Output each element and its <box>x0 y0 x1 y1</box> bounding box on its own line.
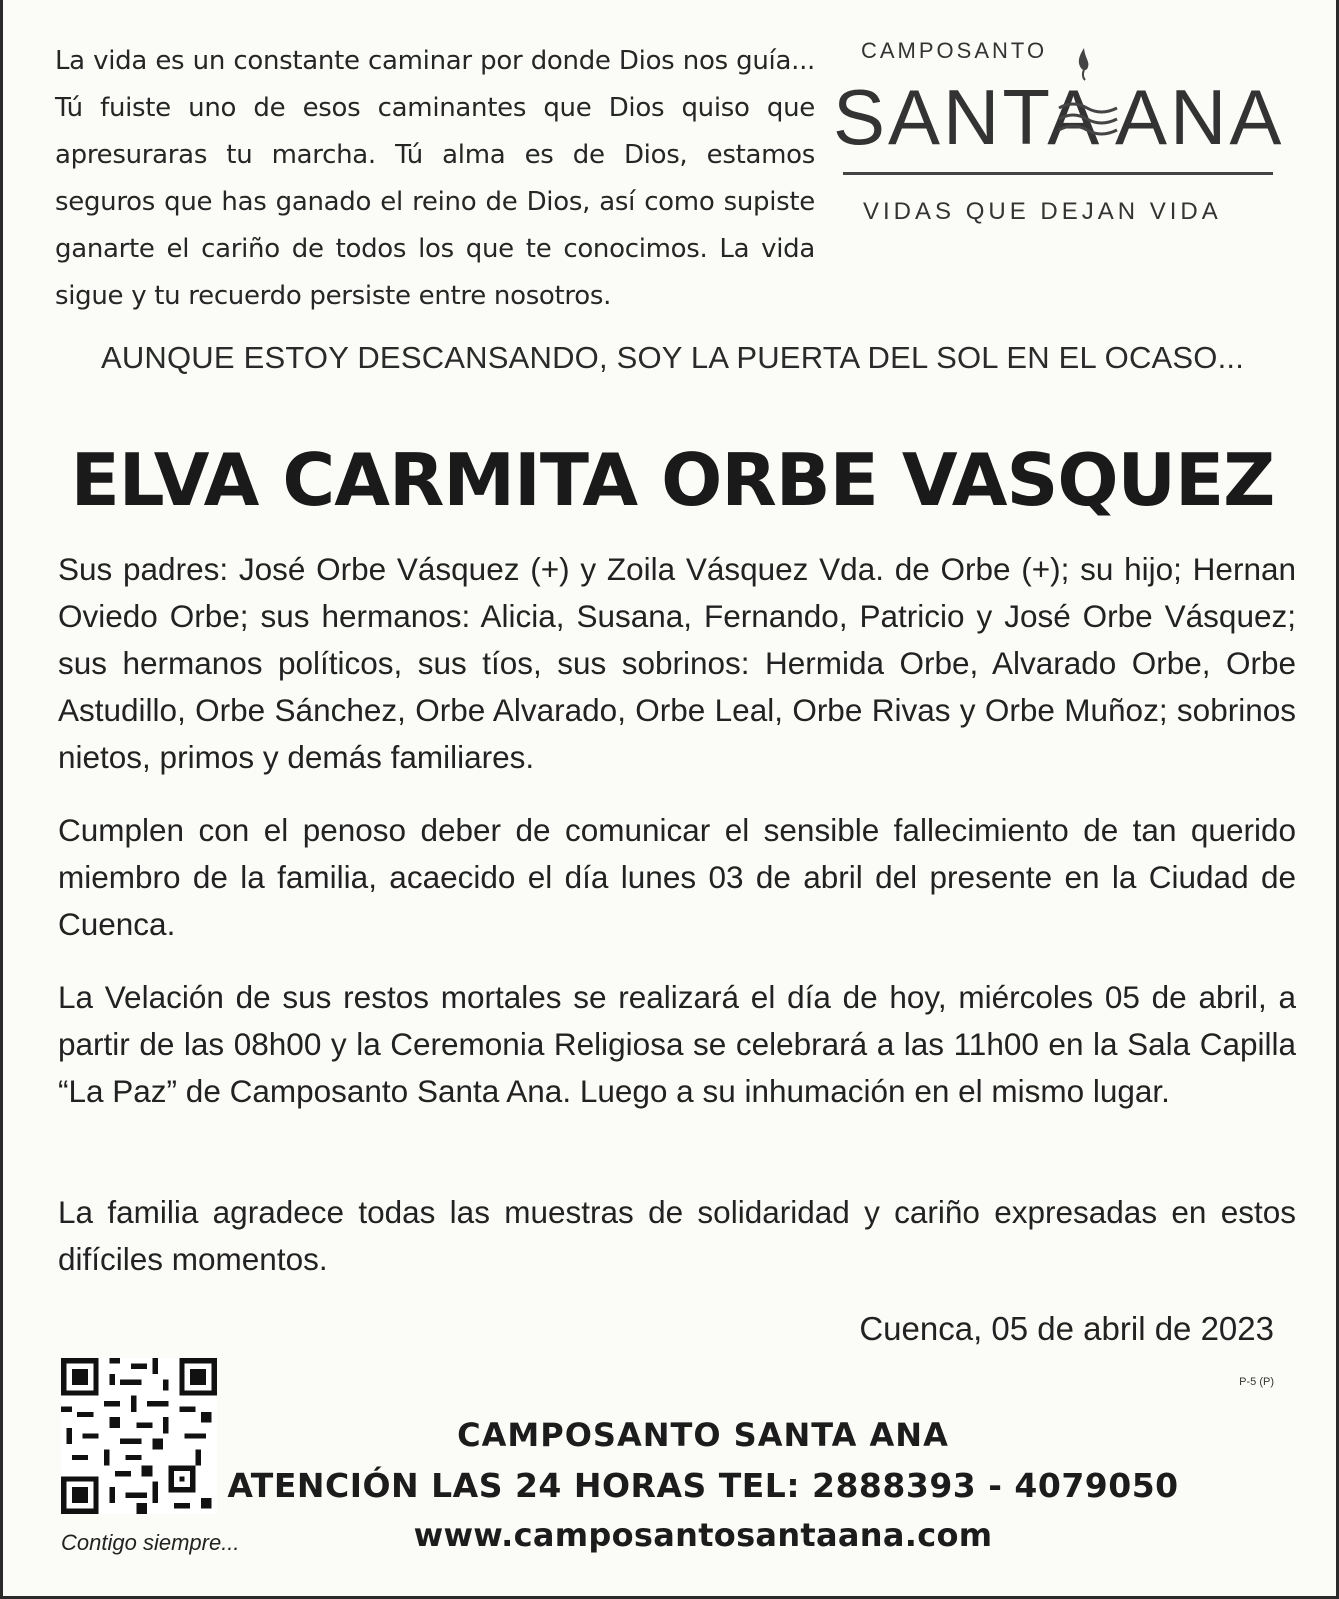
waves-icon <box>1055 96 1121 142</box>
logo-rule <box>843 172 1273 175</box>
quote-line: AUNQUE ESTOY DESCANSANDO, SOY LA PUERTA DEL SOL EN EL OCASO... <box>100 340 1245 375</box>
footer-website[interactable]: www.camposantosantaana.com <box>413 1516 993 1554</box>
logo-tagline: VIDAS QUE DEJAN VIDA <box>863 198 1222 225</box>
announcement-paragraph: Cumplen con el penoso deber de comunicar el sensible fallecimiento de tan querido miembro de la familia, acaecido el día lunes 03 de abril del presente en la Ciudad de Cuenca. <box>58 812 1296 942</box>
date-line: Cuenca, 05 de abril de 2023 <box>859 1310 1274 1347</box>
slogan: Contigo siempre... <box>61 1530 240 1555</box>
logo-wordmark <box>833 72 1285 162</box>
deceased-name: ELVA CARMITA ORBE VASQUEZ <box>70 438 1275 522</box>
family-paragraph: Sus padres: José Orbe Vásquez (+) y Zoila Vásquez Vda. de Orbe (+); su hijo; Hernan Oviedo Orbe; sus hermanos: Alicia, Susana, Fernando, Patricio y José Orbe Vásquez; sus hermanos políticos, sus tíos, sus sobrinos: Hermida Orbe, Alvarado Orbe, Orbe Astudillo, Orbe Sánchez, Orbe Alvarado, Orbe Leal, Orbe Rivas y Orbe Muñoz; sobrinos nietos, primos y demás familiares. <box>58 551 1296 775</box>
intro-text: La vida es un constante caminar por donde Dios nos guía... Tú fuiste uno de esos caminantes que Dios quiso que apresuraras tu marcha. Tú alma es de Dios, estamos seguros que has ganado el reino de Dios, así como supiste ganarte el cariño de todos los que te conocimos. La vida sigue y tu recuerdo persiste entre nosotros. <box>55 46 815 311</box>
logo-top-text: CAMPOSANTO <box>861 38 1048 63</box>
ceremony-paragraph: La Velación de sus restos mortales se realizará el día de hoy, miércoles 05 de abril, a partir de las 08h00 y la Ceremonia Religiosa se celebrará a las 11h00 en la Sala Capilla “La Paz” de Camposanto Santa Ana. Luego a su inhumación en el mismo lugar. <box>58 979 1296 1109</box>
logo-name-left: SANTA <box>833 73 1103 161</box>
logo-name-right: ANA <box>1115 73 1285 161</box>
footer-company: CAMPOSANTO SANTA ANA <box>457 1416 949 1454</box>
thanks-paragraph: La familia agradece todas las muestras de solidaridad y cariño expresadas en estos difíciles momentos. <box>58 1194 1296 1277</box>
camposanto-logo <box>833 34 1285 254</box>
ad-code: P-5 (P) <box>1239 1376 1274 1388</box>
footer-phone: ATENCIÓN LAS 24 HORAS TEL: 2888393 - 4079050 <box>227 1466 1179 1505</box>
